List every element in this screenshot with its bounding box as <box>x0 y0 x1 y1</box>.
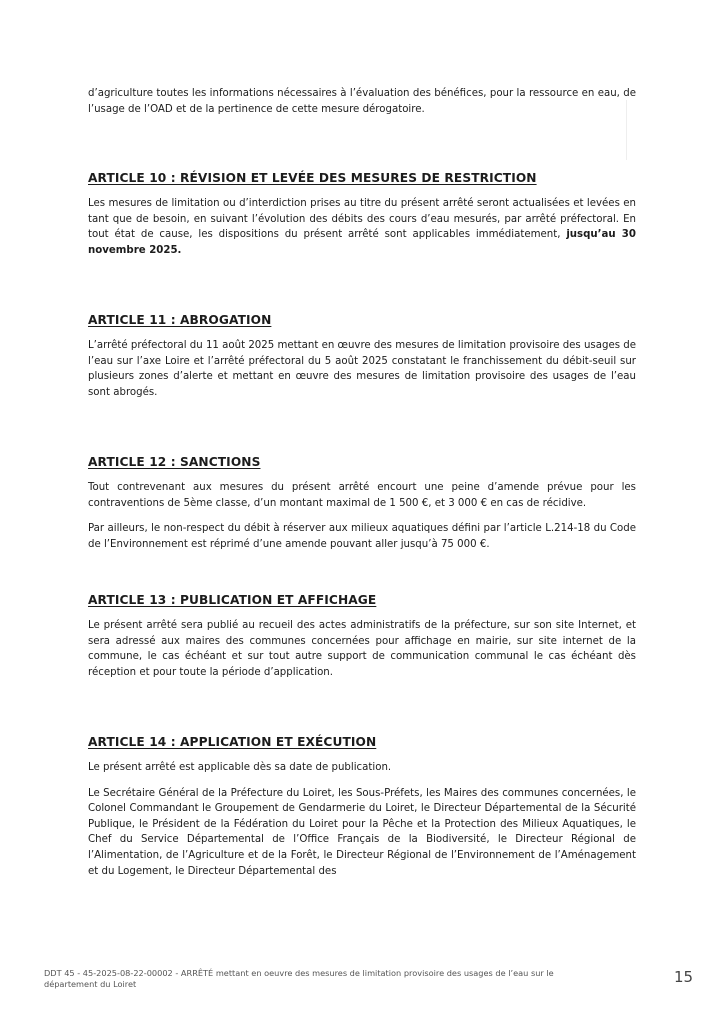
article-13-title: ARTICLE 13 : PUBLICATION ET AFFICHAGE <box>88 593 377 607</box>
article-11-section <box>88 312 636 400</box>
article-13-paragraph: Le présent arrêté sera publié au recueil des actes administratifs de la préfecture, sur son site Internet, et sera adressé aux maires des communes concernées pour affichage en mairie, sur site internet de la commune, le cas échéant et sur tout autre support de communication communal le cas échéant dès réception et pour toute la période d’application. <box>88 620 636 678</box>
article-11-title: ARTICLE 11 : ABROGATION <box>88 313 272 327</box>
article-14-paragraph-1: Le présent arrêté est applicable dès sa date de publication. <box>88 762 392 773</box>
article-10-section <box>88 170 636 258</box>
article-12-paragraph-1: Tout contrevenant aux mesures du présent arrêté encourt une peine d’amende prévue pour les contraventions de 5ème classe, d’un montant maximal de 1 500 €, et 3 000 € en cas de récidive. <box>88 482 636 509</box>
article-10-paragraph <box>88 196 636 258</box>
article-13-section <box>88 592 636 680</box>
page-number: 15 <box>674 968 694 986</box>
article-14-paragraph-2: Le Secrétaire Général de la Préfecture du Loiret, les Sous-Préfets, les Maires des communes concernées, le Colonel Commandant le Groupement de Gendarmerie du Loiret, le Directeur Départemental de la Sécurité Publique, le Président de la Fédération du Loiret pour la Pêche et la Protection des Milieux Aquatiques, le Chef du Service Départemental de l’Office Français de la Biodiversité, le Directeur Régional de l’Alimentation, de l’Agriculture et de la Forêt, le Directeur Régional de l’Environnement de l’Aménagement et du Logement, le Directeur Départemental des <box>88 787 636 877</box>
intro-section <box>88 86 636 117</box>
article-12-section <box>88 454 636 552</box>
page-footer: DDT 45 - 45-2025-08-22-00002 - ARRÊTÉ mettant en oeuvre des mesures de limitation provisoire des usages de l’eau sur le département du Loiret <box>44 968 554 989</box>
article-10-deadline: jusqu’au 30 novembre 2025. <box>88 229 636 256</box>
article-12-paragraph-2: Par ailleurs, le non-respect du débit à réserver aux milieux aquatiques défini par l’article L.214-18 du Code de l’Environnement est réprimé d’une amende pouvant aller jusqu’à 75 000 €. <box>88 523 636 550</box>
article-11-paragraph: L’arrêté préfectoral du 11 août 2025 mettant en œuvre des mesures de limitation provisoire des usages de l’eau sur l’axe Loire et l’arrêté préfectoral du 5 août 2025 constatant le franchissement du débit-seuil sur plusieurs zones d’alerte et mettant en œuvre des mesures de limitation provisoire des usages de l’eau sont abrogés. <box>88 340 636 398</box>
article-12-title: ARTICLE 12 : SANCTIONS <box>88 455 261 469</box>
article-10-title: ARTICLE 10 : RÉVISION ET LEVÉE DES MESURES DE RESTRICTION <box>88 171 537 185</box>
intro-paragraph: d’agriculture toutes les informations nécessaires à l’évaluation des bénéfices, pour la ressource en eau, de l’usage de l’OAD et de la pertinence de cette mesure dérogatoire. <box>88 88 636 115</box>
article-10-text: Les mesures de limitation ou d’interdiction prises au titre du présent arrêté seront actualisées et levées en tant que de besoin, en suivant l’évolution des débits des cours d’eau mesurés, par arrêté préfectoral. En tout état de cause, les dispositions du présent arrêté sont applicables immédiatement, <box>88 198 636 241</box>
article-14-section <box>88 734 636 879</box>
article-14-title: ARTICLE 14 : APPLICATION ET EXÉCUTION <box>88 735 377 749</box>
